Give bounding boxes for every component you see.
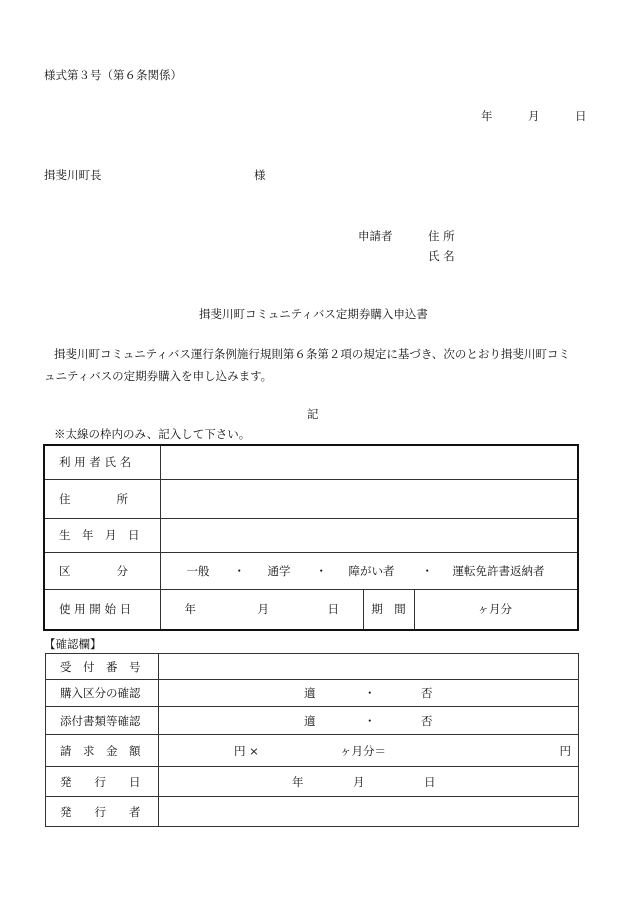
category-license-returned[interactable]: 運転免許書返納者 <box>452 563 545 578</box>
addressee-name: 揖斐川町長 <box>44 168 102 182</box>
category-label: 区 分 <box>44 552 160 589</box>
start-year-unit: 年 <box>184 602 196 617</box>
ok-option[interactable]: 適 <box>304 686 316 700</box>
row-issue-date <box>46 767 579 797</box>
ng-option[interactable]: 否 <box>421 686 433 700</box>
attach-confirm-field[interactable] <box>159 707 579 735</box>
application-table <box>43 444 579 631</box>
body-line-1: 揖斐川町コミュニティバス運行条例施行規則第６条第２項の規定に基づき、次のとおり揖斐川町コミ <box>54 347 570 361</box>
row-user-name <box>44 445 578 479</box>
yen-times: 円 × <box>234 743 259 758</box>
separator: ・ <box>315 563 327 578</box>
confirm-header: 【確認欄】 <box>44 637 102 651</box>
issuer-field[interactable] <box>159 797 579 827</box>
period-label: 期 間 <box>363 589 414 630</box>
applicant-address-label: 住 所 <box>428 229 455 243</box>
issue-date-label: 発 行 日 <box>46 767 159 797</box>
row-attach-confirm <box>46 707 579 735</box>
period-unit: ヶ月分 <box>477 602 512 617</box>
date-day: 日 <box>575 109 587 123</box>
row-address <box>44 479 578 518</box>
user-name-label: 利 用 者 氏 名 <box>44 445 160 479</box>
row-purchase-confirm <box>46 680 579 707</box>
user-name-field[interactable] <box>160 445 578 479</box>
yen-total-unit: 円 <box>559 744 571 758</box>
start-date-label: 使 用 開 始 日 <box>44 589 160 630</box>
issue-date-field[interactable] <box>159 767 579 797</box>
start-day-unit: 日 <box>327 602 339 617</box>
row-start-date <box>44 589 578 630</box>
ki-heading: 記 <box>307 407 319 421</box>
receipt-no-field[interactable] <box>159 654 579 680</box>
attach-confirm-label: 添付書類等確認 <box>46 707 159 735</box>
row-amount <box>46 735 579 767</box>
issue-year-unit: 年 <box>292 774 304 789</box>
birth-label: 生 年 月 日 <box>44 518 160 552</box>
form-number: 様式第３号（第６条関係） <box>44 68 182 82</box>
category-general[interactable]: 一般 <box>186 563 210 578</box>
row-receipt-no <box>46 654 579 680</box>
amount-field[interactable] <box>159 735 579 767</box>
confirmation-table <box>45 653 579 827</box>
address-label: 住 所 <box>44 479 160 518</box>
issue-month-unit: 月 <box>353 774 365 789</box>
purchase-confirm-label: 購入区分の確認 <box>46 680 159 707</box>
separator: ・ <box>364 713 376 728</box>
addressee-honorific: 様 <box>254 168 266 182</box>
row-issuer <box>46 797 579 827</box>
date-month: 月 <box>528 109 540 123</box>
separator: ・ <box>233 563 245 578</box>
row-birth <box>44 518 578 552</box>
row-category <box>44 552 578 589</box>
applicant-name-label: 氏 名 <box>428 249 455 263</box>
start-month-unit: 月 <box>257 602 269 617</box>
ok-option[interactable]: 適 <box>304 713 316 728</box>
document-title: 揖斐川町コミュニティバス定期券購入申込書 <box>199 307 428 321</box>
separator: ・ <box>421 563 433 578</box>
category-disabled[interactable]: 障がい者 <box>348 563 395 578</box>
body-line-2: ュニティバスの定期券購入を申し込みます。 <box>44 369 273 383</box>
separator: ・ <box>364 686 376 700</box>
months-equals: ヶ月分＝ <box>340 743 386 758</box>
purchase-confirm-field[interactable] <box>159 680 579 707</box>
birth-field[interactable] <box>160 518 578 552</box>
applicant-label: 申請者 <box>358 229 393 243</box>
receipt-no-label: 受 付 番 号 <box>46 654 159 680</box>
date-year: 年 <box>481 109 493 123</box>
start-date-field[interactable] <box>160 589 363 630</box>
address-field[interactable] <box>160 479 578 518</box>
issuer-label: 発 行 者 <box>46 797 159 827</box>
period-field[interactable] <box>414 589 578 630</box>
issue-day-unit: 日 <box>424 774 436 789</box>
fill-note: ※太線の枠内のみ、記入して下さい。 <box>54 427 251 441</box>
amount-label: 請 求 金 額 <box>46 735 159 767</box>
category-options[interactable] <box>160 552 578 589</box>
ng-option[interactable]: 否 <box>421 713 433 728</box>
category-commute[interactable]: 通学 <box>267 563 291 578</box>
